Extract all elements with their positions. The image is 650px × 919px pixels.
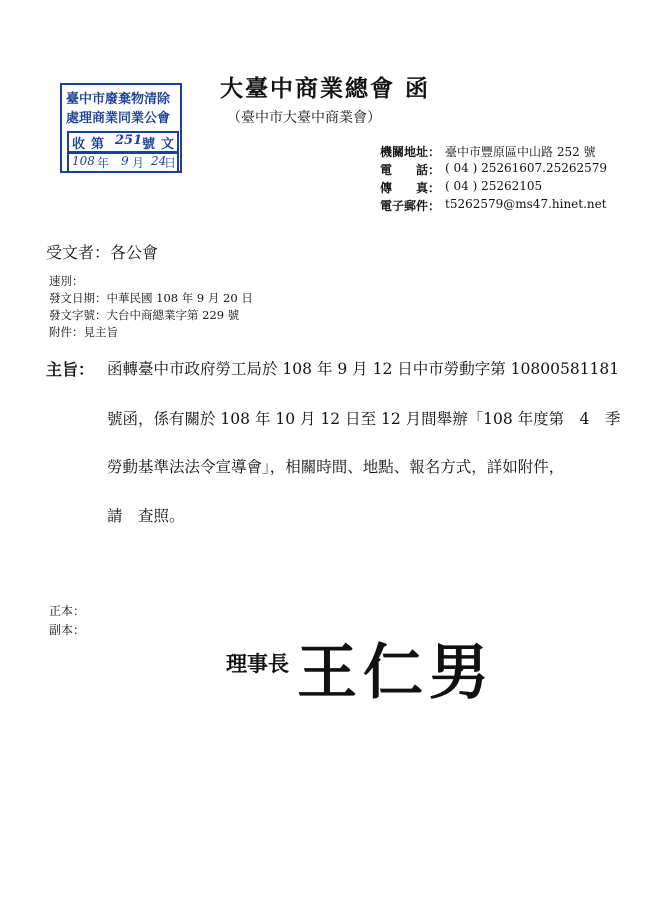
address-value: 臺中市豐原區中山路 252 號 — [445, 145, 596, 159]
copy-recipients: 副本： — [49, 623, 86, 637]
signature-title: 理事長 — [226, 651, 289, 676]
email-label: 電子郵件： — [380, 199, 441, 213]
stamp-date-month-unit: 月 — [132, 156, 145, 170]
address-label: 機關地址： — [380, 145, 441, 159]
stamp-date-year: 108 — [72, 154, 95, 168]
fax-value: ( 04 ) 25262105 — [445, 179, 543, 193]
stamp-receive-number: 251 — [115, 133, 143, 148]
stamp-org-line1: 臺中市廢棄物清除 — [66, 92, 171, 107]
stamp-date-box — [67, 152, 179, 173]
stamp-receive-suffix: 號 — [142, 137, 156, 152]
document-title: 大臺中商業總會 函 — [220, 75, 431, 102]
stamp-receive-prefix: 收 — [72, 137, 86, 152]
recipient: 受文者：各公會 — [46, 243, 159, 262]
document-number: 發文字號：大台中商總業字第 229 號 — [49, 308, 240, 322]
email-value: t5262579@ms47.hinet.net — [445, 197, 607, 211]
stamp-receive-label: 第 — [91, 137, 105, 152]
stamp-date-month: 9 — [121, 154, 129, 168]
stamp-date-day: 24 — [151, 154, 167, 168]
send-date: 發文日期：中華民國 108 年 9 月 20 日 — [49, 291, 253, 305]
subject-label: 主旨： — [46, 360, 95, 379]
fax-label: 傳 真： — [380, 181, 441, 195]
document-subtitle: （臺中市大臺中商業會） — [227, 110, 381, 126]
phone-label: 電 話： — [380, 163, 441, 177]
subject-line-3: 勞動基準法法令宣導會」，相關時間、地點、報名方式，詳如附件， — [107, 458, 565, 476]
stamp-org-line2: 處理商業同業公會 — [66, 111, 171, 126]
subject-line-1: 函轉臺中市政府勞工局於 108 年 9 月 12 日中市勞動字第 10800581181 — [107, 360, 620, 378]
stamp-receive-tail: 文 — [161, 137, 175, 152]
stamp-date-year-unit: 年 — [97, 156, 110, 170]
stamp-receive-number-box — [67, 131, 179, 153]
subject-line-4: 請 查照。 — [107, 507, 185, 525]
phone-value: ( 04 ) 25261607.25262579 — [445, 161, 608, 175]
receipt-stamp — [60, 83, 182, 173]
original-recipients: 正本： — [49, 604, 86, 618]
signature-name: 王仁男 — [297, 638, 495, 708]
subject-line-2: 號函，係有關於 108 年 10 月 12 日至 12 月間舉辦「108 年度第 4 季 — [107, 410, 621, 428]
stamp-date-day-unit: 日 — [164, 156, 177, 170]
attachment: 附件：見主旨 — [49, 325, 118, 339]
speed: 速別： — [49, 274, 84, 288]
